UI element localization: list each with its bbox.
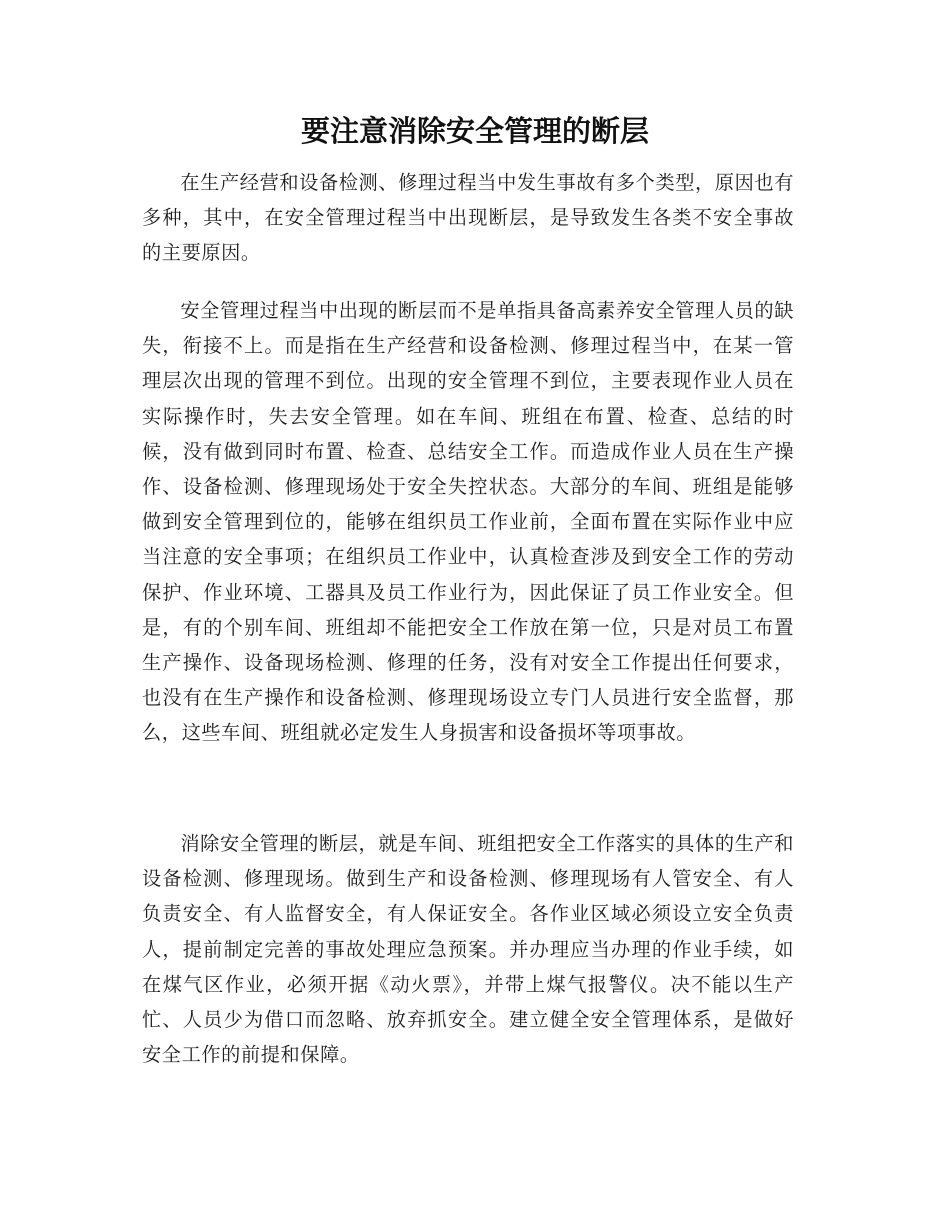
paragraph-2: 安全管理过程当中出现的断层而不是单指具备高素养安全管理人员的缺失，衔接不上。而是指在生产经营和设备检测、修理过程当中，在某一管理层次出现的管理不到位。出现的安全管理不到位，主要表现作业人员在实际操作时，失去安全管理。如在车间、班组在布置、检查、总结的时候，没有做到同时布置、检查、总结安全工作。而造成作业人员在生产操作、设备检测、修理现场处于安全失控状态。大部分的车间、班组是能够做到安全管理到位的，能够在组织员工作业前，全面布置在实际作业中应当注意的安全事项；在组织员工作业中，认真检查涉及到安全工作的劳动保护、作业环境、工器具及员工作业行为，因此保证了员工作业安全。但是，有的个别车间、班组却不能把安全工作放在第一位，只是对员工布置生产操作、设备现场检测、修理的任务，没有对安全工作提出任何要求，也没有在生产操作和设备检测、修理现场设立专门人员进行安全监督，那么，这些车间、班组就必定发生人身损害和设备损坏等项事故。 [142,299,794,745]
paragraph-3: 消除安全管理的断层，就是车间、班组把安全工作落实的具体的生产和设备检测、修理现场。做到生产和设备检测、修理现场有人管安全、有人负责安全、有人监督安全，有人保证安全。各作业区域必须设立安全负责人，提前制定完善的事故处理应急预案。并办理应当办理的作业手续，如在煤气区作业，必须开据《动火票》，并带上煤气报警仪。决不能以生产忙、人员少为借口而忽略、放弃抓安全。建立健全安全管理体系，是做好安全工作的前提和保障。 [142,832,794,1067]
document-title: 要注意消除安全管理的断层 [300,114,649,148]
paragraph-1: 在生产经营和设备检测、修理过程当中发生事故有多个类型，原因也有多种，其中，在安全管理过程当中出现断层，是导致发生各类不安全事故的主要原因。 [142,171,794,265]
